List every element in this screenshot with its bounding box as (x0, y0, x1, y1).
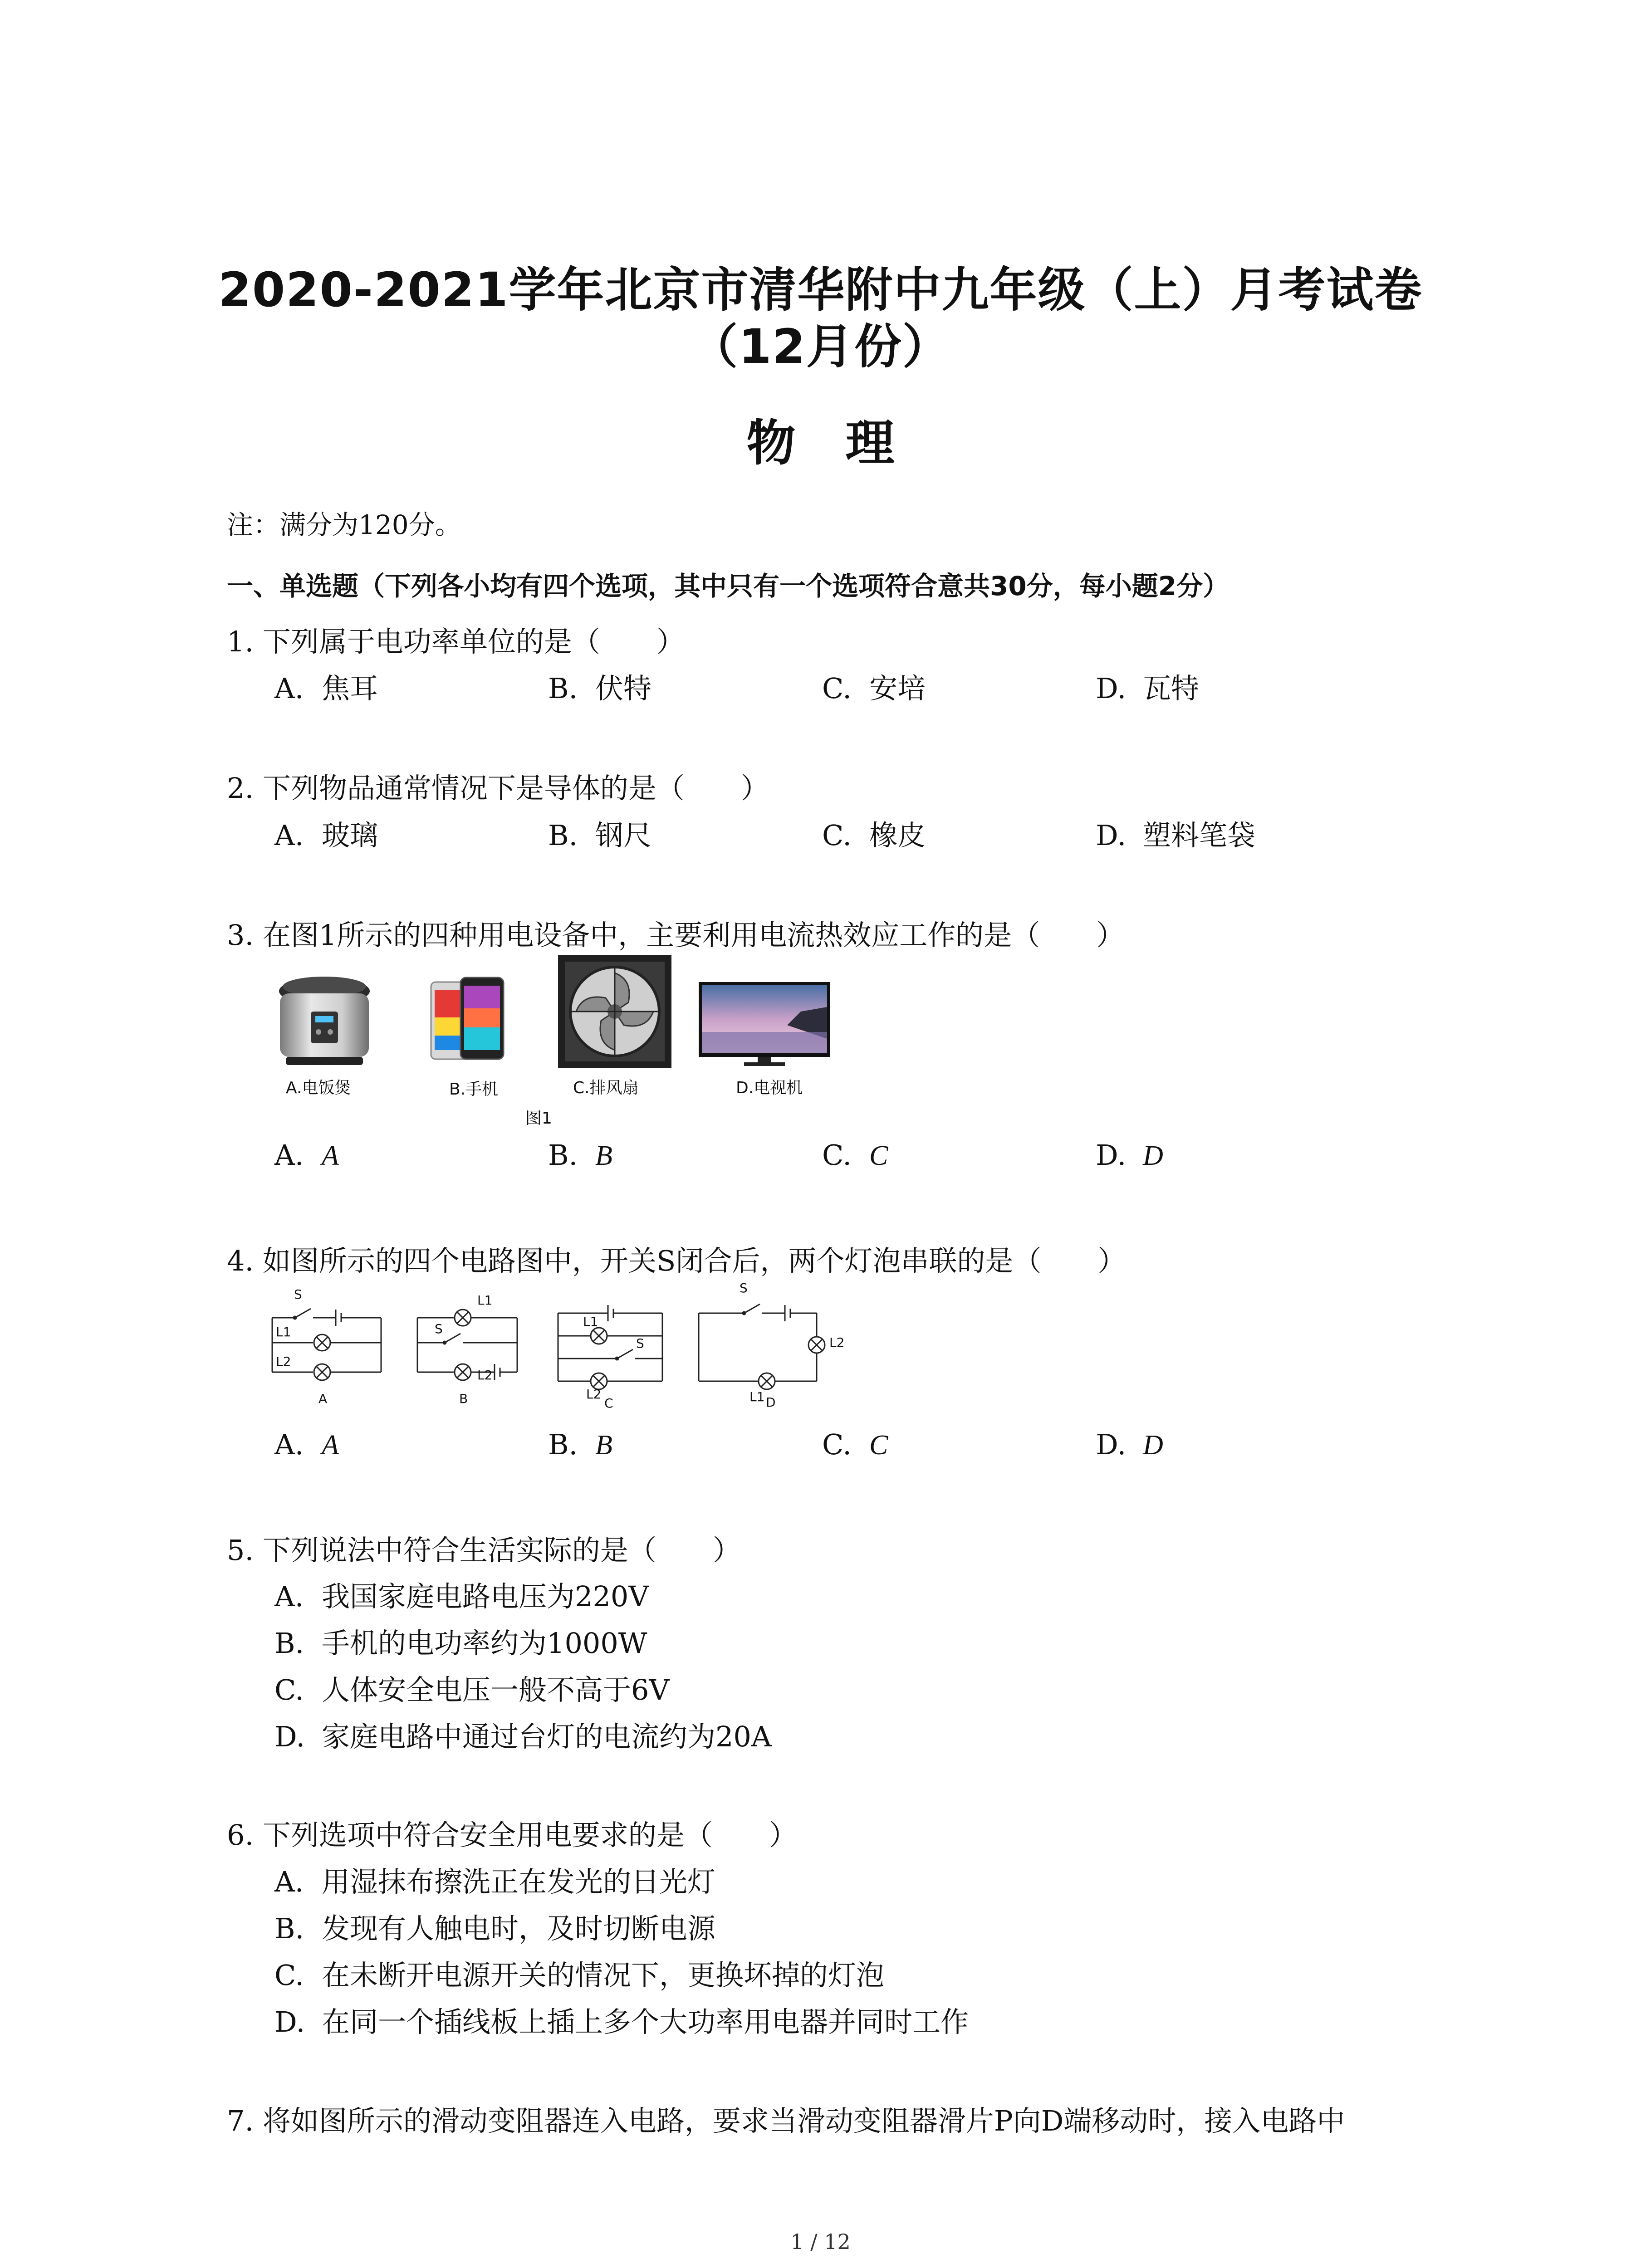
circuit-c-label-l2: L2 (586, 1387, 602, 1402)
circuit-b-label-l2: L2 (477, 1368, 493, 1383)
question-5-stem: 5. 下列说法中符合生活实际的是（ ） (227, 1534, 741, 1567)
score-note: 注：满分为120分。 (227, 509, 461, 540)
q3-option-b[interactable]: B. B (548, 1139, 612, 1172)
q1-option-c[interactable]: C. 安培 (822, 672, 926, 705)
q2-option-d[interactable]: D. 塑料笔袋 (1096, 819, 1256, 852)
circuit-a-diagram (272, 1309, 381, 1380)
q6-option-a[interactable]: A. 用湿抹布擦洗正在发光的日光灯 (274, 1865, 716, 1898)
q4-option-c[interactable]: C. C (822, 1428, 888, 1461)
figure-caption-d: D.电视机 (736, 1079, 803, 1097)
television-image (696, 980, 833, 1070)
q4-option-d[interactable]: D. D (1096, 1428, 1163, 1461)
q2-option-b[interactable]: B. 钢尺 (548, 819, 652, 852)
circuit-a-label-s: S (294, 1287, 302, 1302)
q5-option-a[interactable]: A. 我国家庭电路电压为220V (274, 1580, 649, 1613)
circuit-c-diagram (558, 1305, 662, 1389)
circuit-d-diagram (699, 1304, 825, 1389)
figure-1-label: 图1 (525, 1109, 552, 1128)
circuit-b-diagram (417, 1310, 517, 1380)
q6-option-b[interactable]: B. 发现有人触电时，及时切断电源 (274, 1912, 716, 1945)
figure-caption-a: A.电饭煲 (286, 1079, 351, 1097)
circuit-b-label-l1: L1 (477, 1293, 493, 1308)
mobile-phone-image (426, 973, 508, 1073)
q6-option-d[interactable]: D. 在同一个插线板上插上多个大功率用电器并同时工作 (274, 2005, 969, 2038)
q2-option-a[interactable]: A. 玻璃 (274, 819, 378, 852)
title-line-2: （12月份） (691, 319, 950, 374)
circuit-d-label-l1: L1 (749, 1389, 765, 1404)
question-3-stem: 3. 在图1所示的四种用电设备中，主要利用电流热效应工作的是（ ） (227, 919, 1125, 952)
circuit-c-label-l1: L1 (583, 1314, 598, 1329)
section-heading: 一、单选题（下列各小均有四个选项，其中只有一个选项符合意共30分，每小题2分） (227, 571, 1230, 601)
question-7-stem: 7. 将如图所示的滑动变阻器连入电路，要求当滑动变阻器滑片P向D端移动时，接入电路中 (227, 2104, 1345, 2137)
figure-caption-c: C.排风扇 (573, 1079, 639, 1097)
q5-option-b[interactable]: B. 手机的电功率约为1000W (274, 1627, 647, 1660)
q3-option-d[interactable]: D. D (1096, 1139, 1163, 1172)
q1-option-a[interactable]: A. 焦耳 (274, 672, 378, 705)
page-number: 1 / 12 (790, 2229, 851, 2254)
q1-option-d[interactable]: D. 瓦特 (1096, 672, 1200, 705)
exhaust-fan-image (556, 953, 674, 1070)
q3-option-c[interactable]: C. C (822, 1139, 888, 1172)
question-6-stem: 6. 下列选项中符合安全用电要求的是（ ） (227, 1818, 797, 1852)
circuit-a-label-l1: L1 (276, 1325, 291, 1339)
question-2-stem: 2. 下列物品通常情况下是导体的是（ ） (227, 772, 769, 805)
circuit-b-label: B (459, 1391, 468, 1406)
circuit-b-label-s: S (435, 1321, 443, 1336)
circuit-c-label-s: S (636, 1336, 644, 1351)
q4-option-a[interactable]: A. A (274, 1428, 339, 1461)
q1-option-b[interactable]: B. 伏特 (548, 672, 652, 705)
circuit-a-label: A (318, 1391, 328, 1406)
circuit-d-label: D (766, 1395, 776, 1410)
q5-option-c[interactable]: C. 人体安全电压一般不高于6V (274, 1673, 670, 1706)
question-1-stem: 1. 下列属于电功率单位的是（ ） (227, 625, 685, 658)
circuit-c-label: C (604, 1396, 613, 1411)
q3-option-a[interactable]: A. A (274, 1139, 339, 1172)
circuit-a-label-l2: L2 (276, 1354, 291, 1369)
q2-option-c[interactable]: C. 橡皮 (822, 819, 926, 852)
q4-option-b[interactable]: B. B (548, 1428, 612, 1461)
question-4-stem: 4. 如图所示的四个电路图中，开关S闭合后，两个灯泡串联的是（ ） (227, 1244, 1126, 1277)
rice-cooker-image (268, 966, 386, 1075)
q5-option-d[interactable]: D. 家庭电路中通过台灯的电流约为20A (274, 1720, 772, 1753)
subject-title: 物理 (746, 415, 945, 472)
circuit-d-label-l2: L2 (829, 1335, 845, 1350)
circuit-d-label-s: S (740, 1281, 748, 1295)
q6-option-c[interactable]: C. 在未断开电源开关的情况下，更换坏掉的灯泡 (274, 1959, 885, 1992)
figure-caption-b: B.手机 (449, 1080, 499, 1099)
circuit-diagrams (263, 1281, 876, 1431)
title-line-1: 2020-2021学年北京市清华附中九年级（上）月考试卷 (218, 262, 1423, 318)
